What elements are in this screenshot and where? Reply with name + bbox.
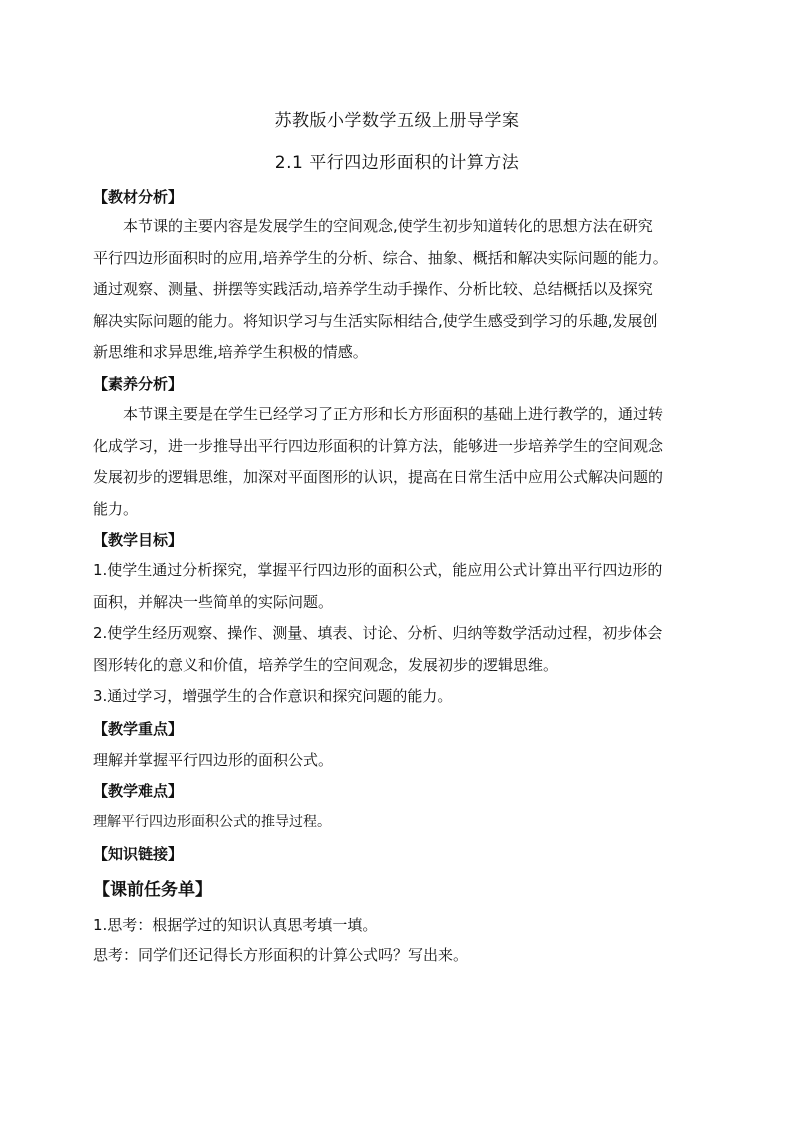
- analysis-line: 本节课的主要内容是发展学生的空间观念,使学生初步知道转化的思想方法在研究: [123, 217, 653, 235]
- section-heading-goals: 【教学目标】: [93, 531, 184, 549]
- literacy-line: 能力。: [93, 499, 139, 518]
- section-heading-links: 【知识链接】: [93, 845, 184, 863]
- goal-line: 图形转化的意义和价值，培养学生的空间观念，发展初步的逻辑思维。: [93, 655, 559, 674]
- goal-line: 面积，并解决一些简单的实际问题。: [93, 592, 334, 611]
- literacy-line: 发展初步的逻辑思维，加深对平面图形的认识，提高在日常生活中应用公式解决问题的: [93, 468, 664, 486]
- section-heading-difficulties: 【教学难点】: [93, 782, 184, 800]
- analysis-line: 新思维和求异思维,培养学生积极的情感。: [93, 343, 368, 361]
- analysis-paragraph: [93, 211, 713, 369]
- pre-class-line: 1.思考：根据学过的知识认真思考填一填。: [93, 916, 378, 934]
- lesson-subtitle: 2.1 平行四边形面积的计算方法: [274, 153, 520, 173]
- goal-line: 2.使学生经历观察、操作、测量、填表、讨论、分析、归纳等数学活动过程，初步体会: [93, 624, 663, 642]
- goals-list: [93, 555, 713, 713]
- goal-line: 1.使学生通过分析探究，掌握平行四边形的面积公式，能应用公式计算出平行四边形的: [93, 561, 663, 579]
- analysis-line: 通过观察、测量、拼摆等实践活动,培养学生动手操作、分析比较、总结概括以及探究: [93, 280, 653, 298]
- section-heading-literacy: 【素养分析】: [93, 375, 184, 393]
- section-heading-key-points: 【教学重点】: [93, 720, 184, 738]
- literacy-paragraph: [93, 399, 713, 525]
- difficulties-text: 理解平行四边形面积公式的推导过程。: [93, 814, 331, 830]
- literacy-line: 化成学习，进一步推导出平行四边形面积的计算方法，能够进一步培养学生的空间观念: [93, 436, 664, 455]
- goal-line: 3.通过学习，增强学生的合作意识和探究问题的能力。: [93, 687, 453, 705]
- key-points-text: 理解并掌握平行四边形的面积公式。: [93, 751, 334, 769]
- section-heading-pre-class: 【课前任务单】: [93, 880, 212, 900]
- literacy-line: 本节课主要是在学生已经学习了正方形和长方形面积的基础上进行教学的，通过转: [123, 405, 664, 423]
- analysis-line: 解决实际问题的能力。将知识学习与生活实际相结合,使学生感受到学习的乐趣,发展创: [93, 311, 658, 330]
- pre-class-line: 思考：同学们还记得长方形面积的计算公式吗？写出来。: [93, 946, 469, 964]
- section-heading-analysis: 【教材分析】: [93, 188, 184, 206]
- analysis-line: 平行四边形面积时的应用,培养学生的分析、综合、抽象、概括和解决实际问题的能力。: [93, 248, 668, 267]
- document-title: 苏教版小学数学五级上册导学案: [274, 111, 520, 131]
